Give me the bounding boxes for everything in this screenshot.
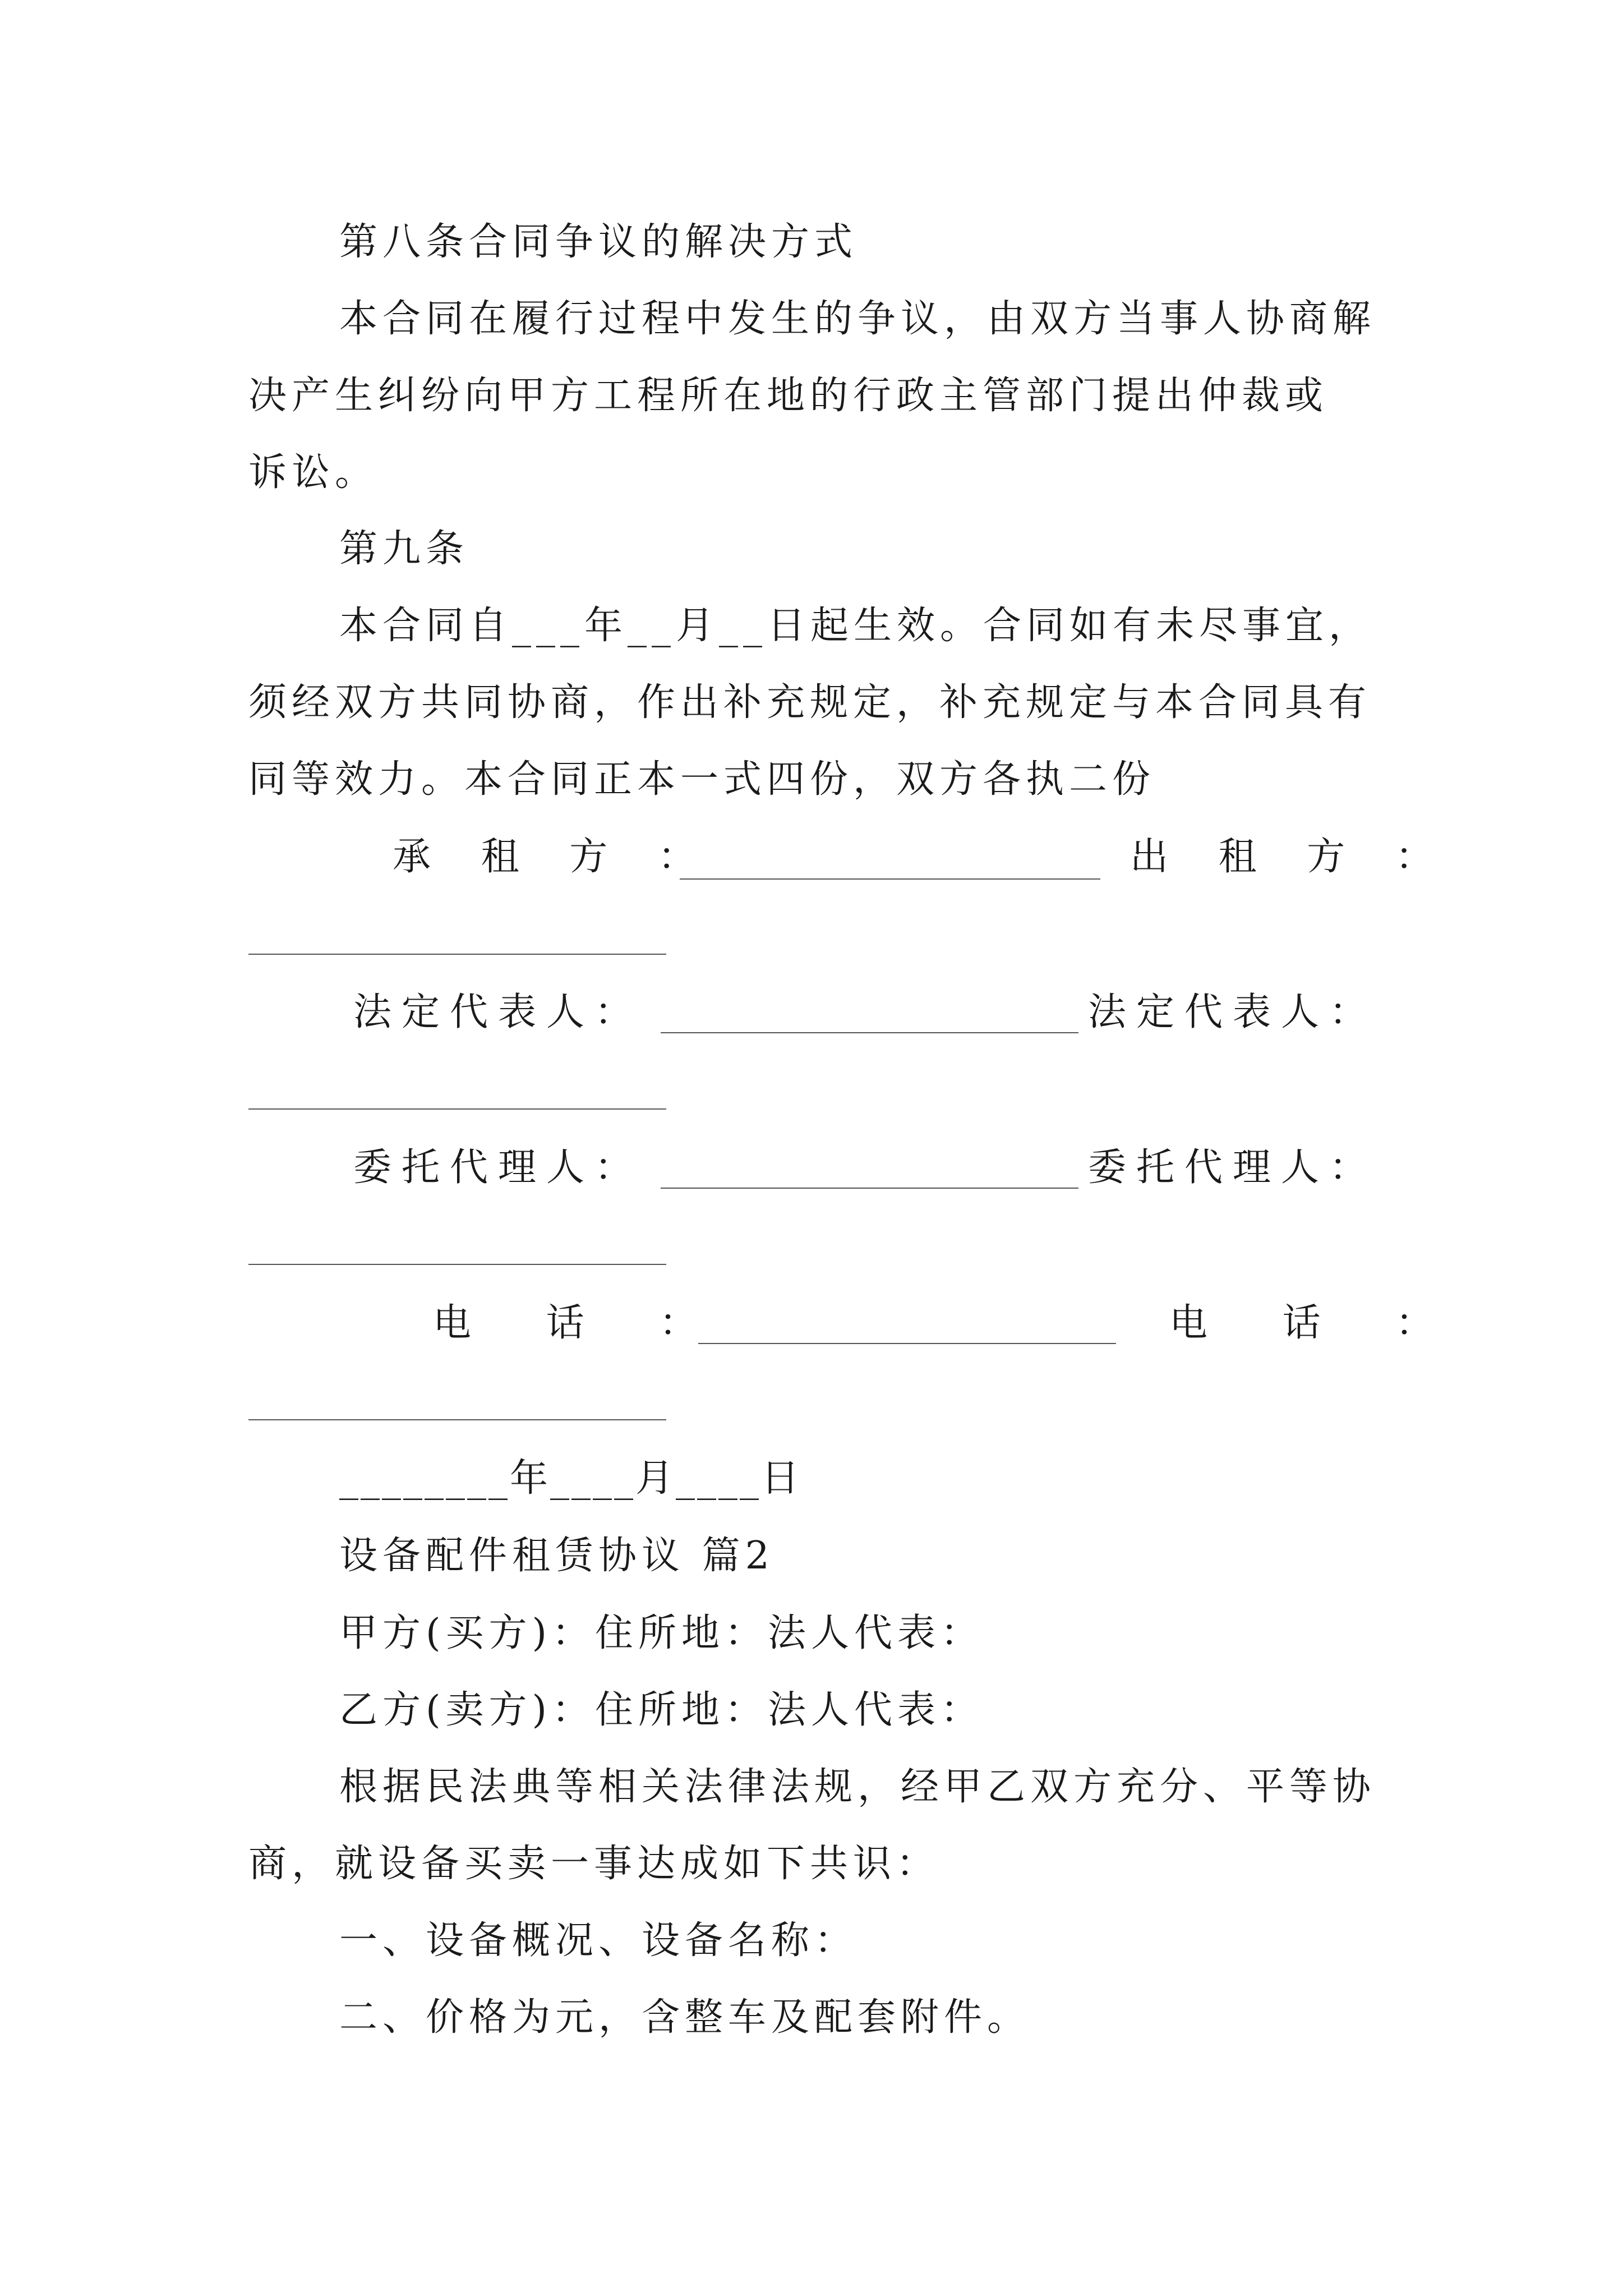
lessee-signature-line — [680, 878, 1100, 880]
agent-right-signature-line — [248, 1264, 666, 1265]
part-2-title: 设备配件租赁协议 篇2 — [339, 1534, 774, 1578]
phone-left-label: 电 话 ： — [433, 1301, 729, 1345]
date-line: ________年____月____日 — [339, 1456, 802, 1501]
party-a-line: 甲方(买方)：住所地：法人代表： — [339, 1611, 984, 1655]
legal-rep-left-signature-line — [661, 1032, 1078, 1033]
phone-right-signature-line — [248, 1419, 666, 1420]
article-9-paragraph-line-3: 同等效力。本合同正本一式四份，双方各执二份 — [248, 757, 1156, 802]
article-9-paragraph-line-1: 本合同自___年__月__日起生效。合同如有未尽事宜， — [339, 604, 1372, 648]
item-2-line: 二、价格为元，含整车及配套附件。 — [339, 1995, 1031, 2040]
agent-left-label: 委托代理人： — [353, 1145, 643, 1190]
lessee-label: 承 租 方 ： — [393, 835, 715, 879]
agent-left-signature-line — [661, 1188, 1078, 1189]
phone-left-signature-line — [698, 1343, 1116, 1344]
article-9-paragraph-line-2: 须经双方共同协商，作出补充规定，补充规定与本合同具有 — [248, 680, 1372, 725]
article-8-paragraph-line-2: 决产生纠纷向甲方工程所在地的行政主管部门提出仲裁或 — [248, 374, 1329, 418]
article-9-title: 第九条 — [339, 527, 469, 571]
intro-paragraph-line-1: 根据民法典等相关法律法规，经甲乙双方充分、平等协 — [339, 1765, 1376, 1809]
legal-rep-left-label: 法定代表人： — [353, 990, 643, 1034]
lessor-signature-line — [248, 954, 666, 955]
lessor-label: 出 租 方 ： — [1130, 835, 1453, 879]
intro-paragraph-line-2: 商，就设备买卖一事达成如下共识： — [248, 1842, 940, 1886]
article-8-paragraph-line-1: 本合同在履行过程中发生的争议，由双方当事人协商解 — [339, 297, 1376, 341]
agent-right-label: 委托代理人： — [1088, 1145, 1378, 1190]
phone-right-label: 电 话 ： — [1169, 1301, 1465, 1345]
party-b-line: 乙方(卖方)：住所地：法人代表： — [339, 1688, 984, 1732]
legal-rep-right-label: 法定代表人： — [1088, 990, 1378, 1034]
article-8-title: 第八条合同争议的解决方式 — [339, 220, 858, 264]
legal-rep-right-signature-line — [248, 1108, 666, 1110]
item-1-line: 一、设备概况、设备名称： — [339, 1918, 858, 1963]
article-8-paragraph-line-3: 诉讼。 — [248, 450, 379, 495]
